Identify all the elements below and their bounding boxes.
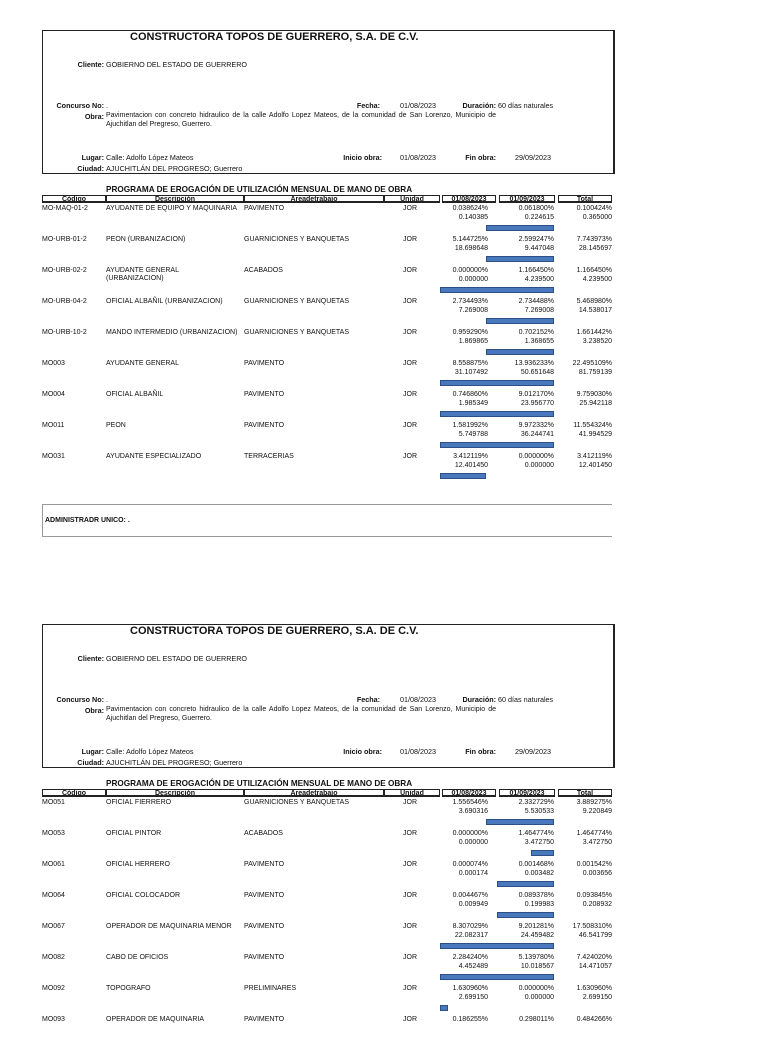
row-pct-total: 1.661442%	[576, 329, 612, 336]
row-amt-mes1: 0.140385	[458, 214, 488, 221]
row-pct-mes2: 0.001468%	[518, 861, 554, 868]
cliente-label: Cliente:	[77, 60, 104, 69]
obra-value: Pavimentacion con concreto hidraulico de la calle Adolfo Lopez Mateos, de la comunidad de San Lorenzo, Municipio de Ajuchitlan del Pregreso, Guerrero.	[106, 706, 496, 722]
row-codigo: MO051	[42, 799, 65, 806]
row-amt-mes2: 0.000000	[524, 994, 554, 1001]
row-codigo: MO093	[42, 1016, 65, 1023]
fecha-label: Fecha:	[356, 101, 380, 110]
row-pct-mes1: 1.556546%	[452, 799, 488, 806]
row-unidad: JOR	[403, 954, 417, 961]
table-row	[0, 985, 768, 1015]
row-pct-mes1: 0.038624%	[452, 205, 488, 212]
row-amt-mes1: 5.749788	[458, 431, 488, 438]
row-amt-mes2: 7.269008	[524, 307, 554, 314]
row-codigo: MO061	[42, 861, 65, 868]
row-codigo: MO-URB-02-2	[42, 267, 87, 274]
table-row	[0, 329, 768, 359]
row-pct-total: 5.468980%	[576, 298, 612, 305]
row-pct-mes2: 1.464774%	[518, 830, 554, 837]
row-amt-total: 0.365000	[582, 214, 612, 221]
row-amt-mes1: 1.985349	[458, 400, 488, 407]
row-codigo: MO003	[42, 360, 65, 367]
cliente-value: GOBIERNO DEL ESTADO DE GUERRERO	[106, 60, 247, 69]
row-amt-total: 4.239500	[582, 276, 612, 283]
row-area: ACABADOS	[244, 267, 283, 274]
row-pct-mes2: 5.139780%	[518, 954, 554, 961]
fin-value: 29/09/2023	[515, 153, 551, 162]
gantt-bar	[486, 225, 554, 231]
table-row	[0, 1016, 768, 1046]
row-amt-mes2: 1.368655	[524, 338, 554, 345]
col-codigo: Código	[42, 789, 106, 797]
row-area: PAVIMENTO	[244, 360, 285, 367]
gantt-bar	[440, 442, 554, 448]
row-pct-total: 0.484266%	[576, 1016, 612, 1023]
row-amt-mes1: 31.107492	[454, 369, 488, 376]
row-pct-total: 3.412119%	[577, 453, 612, 460]
row-pct-total: 3.889275%	[576, 799, 612, 806]
row-pct-mes1: 0.000000%	[452, 830, 488, 837]
row-amt-total: 9.220849	[582, 808, 612, 815]
row-unidad: JOR	[403, 267, 417, 274]
row-unidad: JOR	[403, 422, 417, 429]
row-unidad: JOR	[403, 861, 417, 868]
table-row	[0, 298, 768, 328]
col-area: Areadetrabajo	[244, 789, 384, 797]
row-pct-mes1: 3.412119%	[453, 453, 488, 460]
row-pct-mes2: 13.936233%	[514, 360, 554, 367]
row-pct-mes2: 9.012170%	[518, 391, 554, 398]
fecha-value: 01/08/2023	[400, 695, 436, 704]
row-amt-total: 46.541799	[578, 932, 612, 939]
row-amt-total: 25.942118	[579, 400, 612, 407]
duracion-label: Duración:	[462, 101, 496, 110]
row-codigo: MO-MAQ-01-2	[42, 205, 88, 212]
row-codigo: MO-URB-01-2	[42, 236, 87, 243]
row-area: PAVIMENTO	[244, 422, 285, 429]
col-mes2: 01/09/2023	[499, 789, 555, 797]
row-unidad: JOR	[403, 453, 417, 460]
row-unidad: JOR	[403, 391, 417, 398]
inicio-label: Inicio obra:	[343, 747, 382, 756]
row-pct-mes1: 0.959290%	[452, 329, 488, 336]
row-pct-total: 22.495109%	[572, 360, 612, 367]
gantt-bar	[531, 850, 554, 856]
fecha-value: 01/08/2023	[400, 101, 436, 110]
gantt-bar	[486, 318, 554, 324]
row-descripcion: AYUDANTE GENERAL	[106, 360, 179, 367]
row-amt-mes2: 5.530533	[524, 808, 554, 815]
row-descripcion: OFICIAL ALBAÑIL (URBANIZACION)	[106, 298, 223, 305]
row-pct-total: 7.424020%	[576, 954, 612, 961]
row-codigo: MO004	[42, 391, 65, 398]
row-pct-total: 7.743973%	[576, 236, 612, 243]
gantt-bar	[440, 974, 554, 980]
row-pct-mes2: 9.972332%	[518, 422, 554, 429]
gantt-bar	[497, 881, 554, 887]
row-descripcion: AYUDANTE DE EQUIPO Y MAQUINARIA	[106, 205, 238, 212]
gantt-bar	[440, 1005, 448, 1011]
row-amt-total: 14.471057	[578, 963, 612, 970]
cliente-value: GOBIERNO DEL ESTADO DE GUERRERO	[106, 654, 247, 663]
row-amt-mes1: 0.009949	[458, 901, 488, 908]
row-pct-mes1: 0.186255%	[452, 1016, 488, 1023]
row-amt-mes2: 9.447048	[524, 245, 554, 252]
row-area: GUARNICIONES Y BANQUETAS	[244, 298, 350, 305]
row-pct-mes2: 2.734488%	[518, 298, 554, 305]
gantt-bar	[440, 380, 554, 386]
inicio-value: 01/08/2023	[400, 747, 436, 756]
duracion-value: 60 días naturales	[498, 695, 554, 704]
row-amt-mes2: 36.244741	[520, 431, 554, 438]
row-amt-mes2: 23.956770	[520, 400, 554, 407]
ciudad-value: AJUCHITLÁN DEL PROGRESO; Guerrero	[106, 164, 243, 173]
row-unidad: JOR	[403, 205, 417, 212]
admin-box	[42, 504, 612, 537]
admin-label: ADMINISTRADR UNICO: .	[45, 517, 130, 524]
row-codigo: MO-URB-10-2	[42, 329, 87, 336]
row-pct-mes2: 9.201281%	[518, 923, 554, 930]
row-pct-total: 17.508310%	[572, 923, 612, 930]
row-area: ACABADOS	[244, 830, 283, 837]
ciudad-value: AJUCHITLÁN DEL PROGRESO; Guerrero	[106, 758, 243, 767]
row-amt-mes1: 22.082317	[454, 932, 488, 939]
row-pct-mes1: 0.746860%	[452, 391, 488, 398]
row-area: GUARNICIONES Y BANQUETAS	[244, 799, 350, 806]
gantt-bar	[440, 287, 554, 293]
row-codigo: MO064	[42, 892, 65, 899]
gantt-bar	[440, 473, 486, 479]
obra-value: Pavimentacion con concreto hidraulico de la calle Adolfo Lopez Mateos, de la comunidad de San Lorenzo, Municipio de Ajuchitlan del Pregreso, Guerrero.	[106, 112, 496, 128]
table-row	[0, 954, 768, 984]
row-pct-mes1: 2.734493%	[452, 298, 488, 305]
fin-value: 29/09/2023	[515, 747, 551, 756]
row-amt-mes1: 2.699150	[458, 994, 488, 1001]
row-amt-mes2: 24.459482	[520, 932, 554, 939]
table-row	[0, 205, 768, 235]
row-pct-mes1: 5.144725%	[452, 236, 488, 243]
row-amt-mes2: 10.018567	[520, 963, 554, 970]
col-mes1: 01/08/2023	[442, 789, 496, 797]
row-pct-mes2: 2.599247%	[518, 236, 554, 243]
row-codigo: MO082	[42, 954, 65, 961]
row-pct-mes1: 8.307029%	[452, 923, 488, 930]
row-amt-mes1: 1.869865	[458, 338, 488, 345]
row-pct-total: 1.630960%	[576, 985, 612, 992]
row-codigo: MO092	[42, 985, 65, 992]
table-row	[0, 453, 768, 483]
fin-label: Fin obra:	[465, 153, 496, 162]
concurso-value: .	[106, 101, 108, 110]
row-pct-mes1: 2.284240%	[452, 954, 488, 961]
col-unidad: Unidad	[384, 195, 440, 203]
row-area: PRELIMINARES	[244, 985, 297, 992]
row-pct-mes2: 0.702152%	[518, 329, 554, 336]
row-unidad: JOR	[403, 236, 417, 243]
row-area: PAVIMENTO	[244, 861, 285, 868]
row-descripcion: OFICIAL ALBAÑIL	[106, 391, 164, 398]
table-row	[0, 422, 768, 452]
row-area: PAVIMENTO	[244, 954, 285, 961]
row-descripcion: AYUDANTE GENERAL (URBANIZACION)	[106, 267, 179, 282]
row-pct-mes2: 0.000000%	[518, 985, 554, 992]
row-pct-mes1: 0.004467%	[452, 892, 488, 899]
program-title: PROGRAMA DE EROGACIÓN DE UTILIZACIÓN MENSUAL DE MANO DE OBRA	[106, 185, 413, 194]
row-unidad: JOR	[403, 1016, 417, 1023]
fin-label: Fin obra:	[465, 747, 496, 756]
lugar-label: Lugar:	[81, 153, 104, 162]
obra-label: Obra:	[84, 112, 104, 121]
table-row	[0, 861, 768, 891]
row-unidad: JOR	[403, 923, 417, 930]
row-unidad: JOR	[403, 298, 417, 305]
row-area: GUARNICIONES Y BANQUETAS	[244, 236, 350, 243]
row-amt-total: 12.401450	[578, 462, 612, 469]
ciudad-label: Ciudad:	[77, 164, 104, 173]
row-unidad: JOR	[403, 799, 417, 806]
row-amt-mes1: 0.000000	[458, 839, 488, 846]
row-amt-mes1: 4.452489	[458, 963, 488, 970]
table-row	[0, 892, 768, 922]
row-amt-total: 2.699150	[582, 994, 612, 1001]
row-pct-mes1: 0.000000%	[452, 267, 488, 274]
row-codigo: MO011	[42, 422, 65, 429]
cliente-label: Cliente:	[77, 654, 104, 663]
table-row	[0, 236, 768, 266]
row-amt-mes1: 0.000000	[458, 276, 488, 283]
row-area: PAVIMENTO	[244, 892, 285, 899]
duracion-value: 60 días naturales	[498, 101, 554, 110]
row-pct-mes1: 1.630960%	[452, 985, 488, 992]
row-descripcion: OPERADOR DE MAQUINARIA	[106, 1016, 205, 1023]
row-amt-total: 28.145697	[578, 245, 612, 252]
row-amt-total: 81.759139	[578, 369, 612, 376]
row-descripcion: AYUDANTE ESPECIALIZADO	[106, 453, 202, 460]
lugar-label: Lugar:	[81, 747, 104, 756]
row-descripcion: OFICIAL COLOCADOR	[106, 892, 181, 899]
program-title: PROGRAMA DE EROGACIÓN DE UTILIZACIÓN MENSUAL DE MANO DE OBRA	[106, 779, 413, 788]
col-mes2: 01/09/2023	[499, 195, 555, 203]
row-amt-mes1: 12.401450	[454, 462, 488, 469]
row-descripcion: OFICIAL PINTOR	[106, 830, 162, 837]
row-descripcion: OFICIAL HERRERO	[106, 861, 170, 868]
gantt-bar	[486, 256, 554, 262]
company-title: CONSTRUCTORA TOPOS DE GUERRERO, S.A. DE C.V.	[130, 625, 419, 637]
row-amt-mes2: 0.224615	[524, 214, 554, 221]
row-pct-mes1: 8.558875%	[452, 360, 488, 367]
row-pct-total: 1.464774%	[576, 830, 612, 837]
row-area: PAVIMENTO	[244, 923, 285, 930]
row-area: GUARNICIONES Y BANQUETAS	[244, 329, 350, 336]
row-descripcion: OFICIAL FIERRERO	[106, 799, 172, 806]
ciudad-label: Ciudad:	[77, 758, 104, 767]
row-amt-mes2: 3.472750	[524, 839, 554, 846]
col-codigo: Código	[42, 195, 106, 203]
row-amt-mes1: 0.000174	[458, 870, 488, 877]
row-pct-mes2: 0.000000%	[518, 453, 554, 460]
row-unidad: JOR	[403, 329, 417, 336]
gantt-bar	[497, 912, 554, 918]
row-amt-mes2: 0.003482	[524, 870, 554, 877]
row-amt-total: 41.994529	[578, 431, 612, 438]
col-descripcion: Descripción	[106, 789, 244, 797]
row-codigo: MO067	[42, 923, 65, 930]
row-pct-mes2: 2.332729%	[518, 799, 554, 806]
gantt-bar	[440, 943, 554, 949]
gantt-bar	[440, 411, 554, 417]
row-amt-mes1: 3.690316	[458, 808, 488, 815]
row-pct-mes2: 0.298011%	[519, 1016, 554, 1023]
concurso-value: .	[106, 695, 108, 704]
row-unidad: JOR	[403, 830, 417, 837]
row-amt-total: 0.003656	[582, 870, 612, 877]
concurso-label: Concurso No:	[56, 695, 104, 704]
gantt-bar	[486, 349, 554, 355]
row-unidad: JOR	[403, 892, 417, 899]
row-area: PAVIMENTO	[244, 391, 285, 398]
row-amt-mes2: 0.000000	[524, 462, 554, 469]
row-descripcion: PEON	[106, 422, 126, 429]
row-amt-total: 0.208932	[582, 901, 612, 908]
col-descripcion: Descripción	[106, 195, 244, 203]
row-pct-mes1: 0.000074%	[452, 861, 488, 868]
row-codigo: MO-URB-04-2	[42, 298, 87, 305]
col-mes1: 01/08/2023	[442, 195, 496, 203]
row-pct-total: 9.759030%	[576, 391, 612, 398]
row-pct-mes1: 1.581992%	[452, 422, 488, 429]
col-area: Areadetrabajo	[244, 195, 384, 203]
row-codigo: MO031	[42, 453, 65, 460]
row-descripcion: PEON (URBANIZACION)	[106, 236, 186, 243]
row-pct-mes2: 0.089378%	[518, 892, 554, 899]
row-pct-total: 0.100424%	[576, 205, 612, 212]
row-pct-total: 0.093845%	[576, 892, 612, 899]
row-amt-mes2: 0.199983	[524, 901, 554, 908]
row-area: TERRACERIAS	[244, 453, 294, 460]
duracion-label: Duración:	[462, 695, 496, 704]
row-unidad: JOR	[403, 985, 417, 992]
gantt-bar	[486, 819, 554, 825]
col-unidad: Unidad	[384, 789, 440, 797]
lugar-value: Calle: Adolfo López Mateos	[106, 153, 194, 162]
row-amt-mes2: 4.239500	[524, 276, 554, 283]
obra-label: Obra:	[84, 706, 104, 715]
table-row	[0, 799, 768, 829]
table-row	[0, 360, 768, 390]
row-amt-mes1: 18.698648	[454, 245, 488, 252]
row-pct-total: 11.554324%	[573, 422, 612, 429]
row-amt-mes1: 7.269008	[458, 307, 488, 314]
row-pct-mes2: 0.061800%	[518, 205, 554, 212]
row-area: PAVIMENTO	[244, 1016, 285, 1023]
row-codigo: MO053	[42, 830, 65, 837]
row-descripcion: OPERADOR DE MAQUINARIA MENOR	[106, 923, 232, 930]
row-pct-total: 0.001542%	[576, 861, 612, 868]
row-area: PAVIMENTO	[244, 205, 285, 212]
row-descripcion: CABO DE OFICIOS	[106, 954, 169, 961]
concurso-label: Concurso No:	[56, 101, 104, 110]
col-total: Total	[558, 789, 612, 797]
table-row	[0, 830, 768, 860]
col-total: Total	[558, 195, 612, 203]
row-pct-total: 1.166450%	[576, 267, 612, 274]
table-row	[0, 267, 768, 297]
company-title: CONSTRUCTORA TOPOS DE GUERRERO, S.A. DE C.V.	[130, 31, 419, 43]
row-pct-mes2: 1.166450%	[518, 267, 554, 274]
row-descripcion: MANDO INTERMEDIO (URBANIZACION)	[106, 329, 238, 336]
row-descripcion: TOPOGRAFO	[106, 985, 151, 992]
inicio-label: Inicio obra:	[343, 153, 382, 162]
row-amt-total: 14.538017	[578, 307, 612, 314]
row-amt-mes2: 50.651648	[520, 369, 554, 376]
table-row	[0, 923, 768, 953]
inicio-value: 01/08/2023	[400, 153, 436, 162]
row-unidad: JOR	[403, 360, 417, 367]
fecha-label: Fecha:	[356, 695, 380, 704]
lugar-value: Calle: Adolfo López Mateos	[106, 747, 194, 756]
row-amt-total: 3.238520	[582, 338, 612, 345]
table-row	[0, 391, 768, 421]
row-amt-total: 3.472750	[582, 839, 612, 846]
